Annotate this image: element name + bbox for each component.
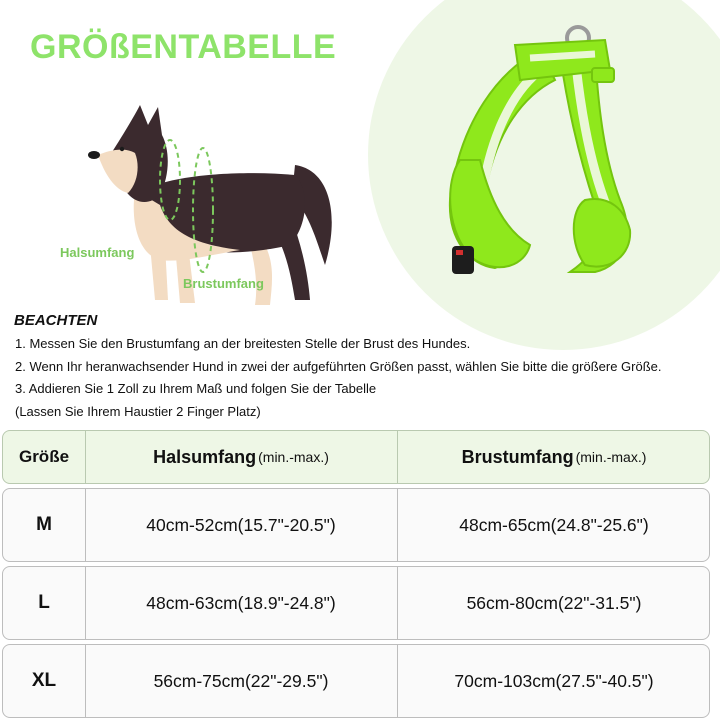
row-neck: 48cm-63cm(18.9"-24.8") (146, 592, 336, 613)
note-item: 3. Addieren Sie 1 Zoll zu Ihrem Maß und folgen Sie der Tabelle (15, 381, 377, 396)
note-item: 2. Wenn Ihr heranwachsender Hund in zwei der aufgeführten Größen passt, wählen Sie bitte die größere Größe. (15, 358, 662, 374)
table-row (2, 488, 710, 562)
table-row (2, 566, 710, 640)
header-neck: Halsumfang (min.-max.) (153, 446, 329, 467)
row-size: XL (31, 670, 57, 691)
notes-title: BEACHTEN (14, 312, 98, 329)
row-neck: 56cm-75cm(22"-29.5") (153, 670, 329, 691)
note-item: (Lassen Sie Ihrem Haustier 2 Finger Platz) (15, 403, 261, 419)
row-chest: 70cm-103cm(27.5"-40.5") (454, 670, 654, 691)
row-size: M (36, 514, 52, 535)
row-size: L (38, 592, 50, 613)
neck-measure-label: Halsumfang (60, 245, 135, 260)
row-chest: 48cm-65cm(24.8"-25.6") (459, 514, 649, 535)
row-neck: 40cm-52cm(15.7"-20.5") (146, 514, 336, 535)
row-chest: 56cm-80cm(22"-31.5") (466, 592, 642, 613)
header-size: Größe (18, 447, 70, 466)
harness-image (420, 10, 670, 300)
table-header (2, 430, 710, 484)
notes-section (12, 312, 712, 423)
page-title: GRÖßENTABELLE (30, 28, 337, 66)
note-item: 1. Messen Sie den Brustumfang an der breitesten Stelle der Brust des Hundes. (15, 336, 471, 351)
chest-measure-label: Brustumfang (183, 276, 264, 291)
table-row (2, 644, 710, 718)
header-chest: Brustumfang (min.-max.) (461, 446, 647, 467)
